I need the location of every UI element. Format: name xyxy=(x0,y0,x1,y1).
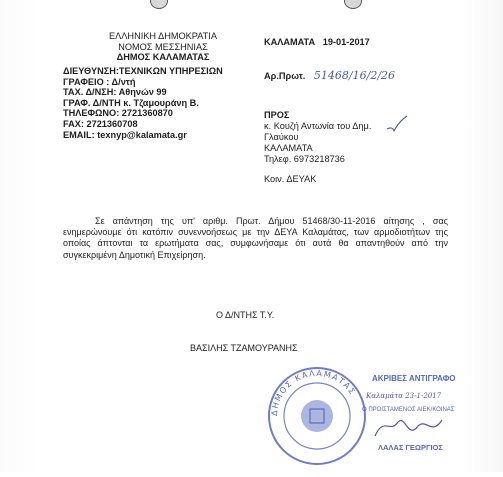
official-seal xyxy=(262,360,372,472)
protocol-line xyxy=(264,69,395,82)
letter-body: Σε απάντηση της υπ' αριθμ. Πρωτ. Δήμου 51468/30-11-2016 αίτησης , σας ενημερώνουμε ότι κατόπιν συνεννοήσεως με την ΔΕΥΑ Καλαμάτας, των αρμοδιοτήτων της οποίας άπτονται τα ερωτήματα σας, συμφωνήσαμε ότι αυτά θα απαντηθούν από την συγκεκριμένη Δημοτική Επιχείρηση. xyxy=(63,216,448,260)
signatory-name: ΒΑΣΙΛΗΣ ΤΖΑΜΟΥΡΑΝΗΣ xyxy=(190,343,298,353)
to-label: ΠΡΟΣ xyxy=(264,110,290,120)
coat-of-arms-icon xyxy=(150,0,168,9)
recipient-city: ΚΑΛΑΜΑΤΑ xyxy=(264,142,313,153)
letterhead xyxy=(88,31,238,63)
directorate: ΔΙΕΥΘΥΝΣΗ:ΤΕΧΝΙΚΩΝ ΥΠΗΡΕΣΙΩΝ xyxy=(63,66,223,76)
cc-line: Κοιν. ΔΕΥΑΚ xyxy=(264,173,317,184)
place-date: ΚΑΛΑΜΑΤΑ 19-01-2017 xyxy=(264,37,370,47)
signatory-title: Ο Δ/ΝΤΗΣ Τ.Υ. xyxy=(216,310,275,320)
stamp-official-name: ΛΑΛΑΣ ΓΕΩΡΓΙΟΣ xyxy=(378,443,443,452)
recipient-phone: Τηλεφ. 6973218736 xyxy=(264,153,345,164)
stamp-place-date: Καλαμάτα 23-1-2017 xyxy=(366,392,442,400)
country-name: ΕΛΛΗΝΙΚΗ ΔΗΜΟΚΡΑΤΙΑ xyxy=(109,31,217,41)
office: ΓΡΑΦΕΙΟ : Δ/ντή xyxy=(63,76,136,87)
handwritten-signature xyxy=(372,412,450,444)
postal-address: ΤΑΧ. Δ/ΝΣΗ: Αθηνών 99 xyxy=(63,87,167,98)
recipient-father: Γλαύκου xyxy=(264,131,299,142)
protocol-number-handwritten: 51468/16/2/26 xyxy=(313,69,396,82)
stamp-official-title: Ο ΠΡΟΙΣΤΑΜΕΝΟΣ ΑΙΕΚ/ΚΟΙΝΑΣ xyxy=(362,407,455,413)
seal-text: ΔΗΜΟΣ ΚΑΛΑΜΑΤΑΣ xyxy=(269,368,358,417)
recipient-name: κ. Κουζή Αντωνία του Δημ. xyxy=(264,120,372,131)
fax: FAX: 2721360708 xyxy=(63,118,138,129)
municipality-name: ΔΗΜΟΣ ΚΑΛΑΜΑΤΑΣ xyxy=(116,52,210,62)
check-mark-icon xyxy=(386,115,408,133)
email: EMAIL: texnyp@kalamata.gr xyxy=(63,129,187,140)
sender-block xyxy=(63,66,223,140)
prefecture-name: ΝΟΜΟΣ ΜΕΣΣΗΝΙΑΣ xyxy=(118,41,208,52)
certified-copy-stamp: ΑΚΡΙΒΕΣ ΑΝΤΙΓΡΑΦΟ xyxy=(372,374,456,383)
director-office: ΓΡΑΦ. Δ/ΝΤΗ κ. Τζαμουράνη Β. xyxy=(63,97,199,108)
protocol-label: Αρ.Πρωτ. xyxy=(264,71,306,81)
recipient-block xyxy=(264,110,371,184)
municipal-emblem-icon xyxy=(344,0,362,9)
phone: ΤΗΛΕΦΩΝΟ: 2721360870 xyxy=(63,108,173,119)
